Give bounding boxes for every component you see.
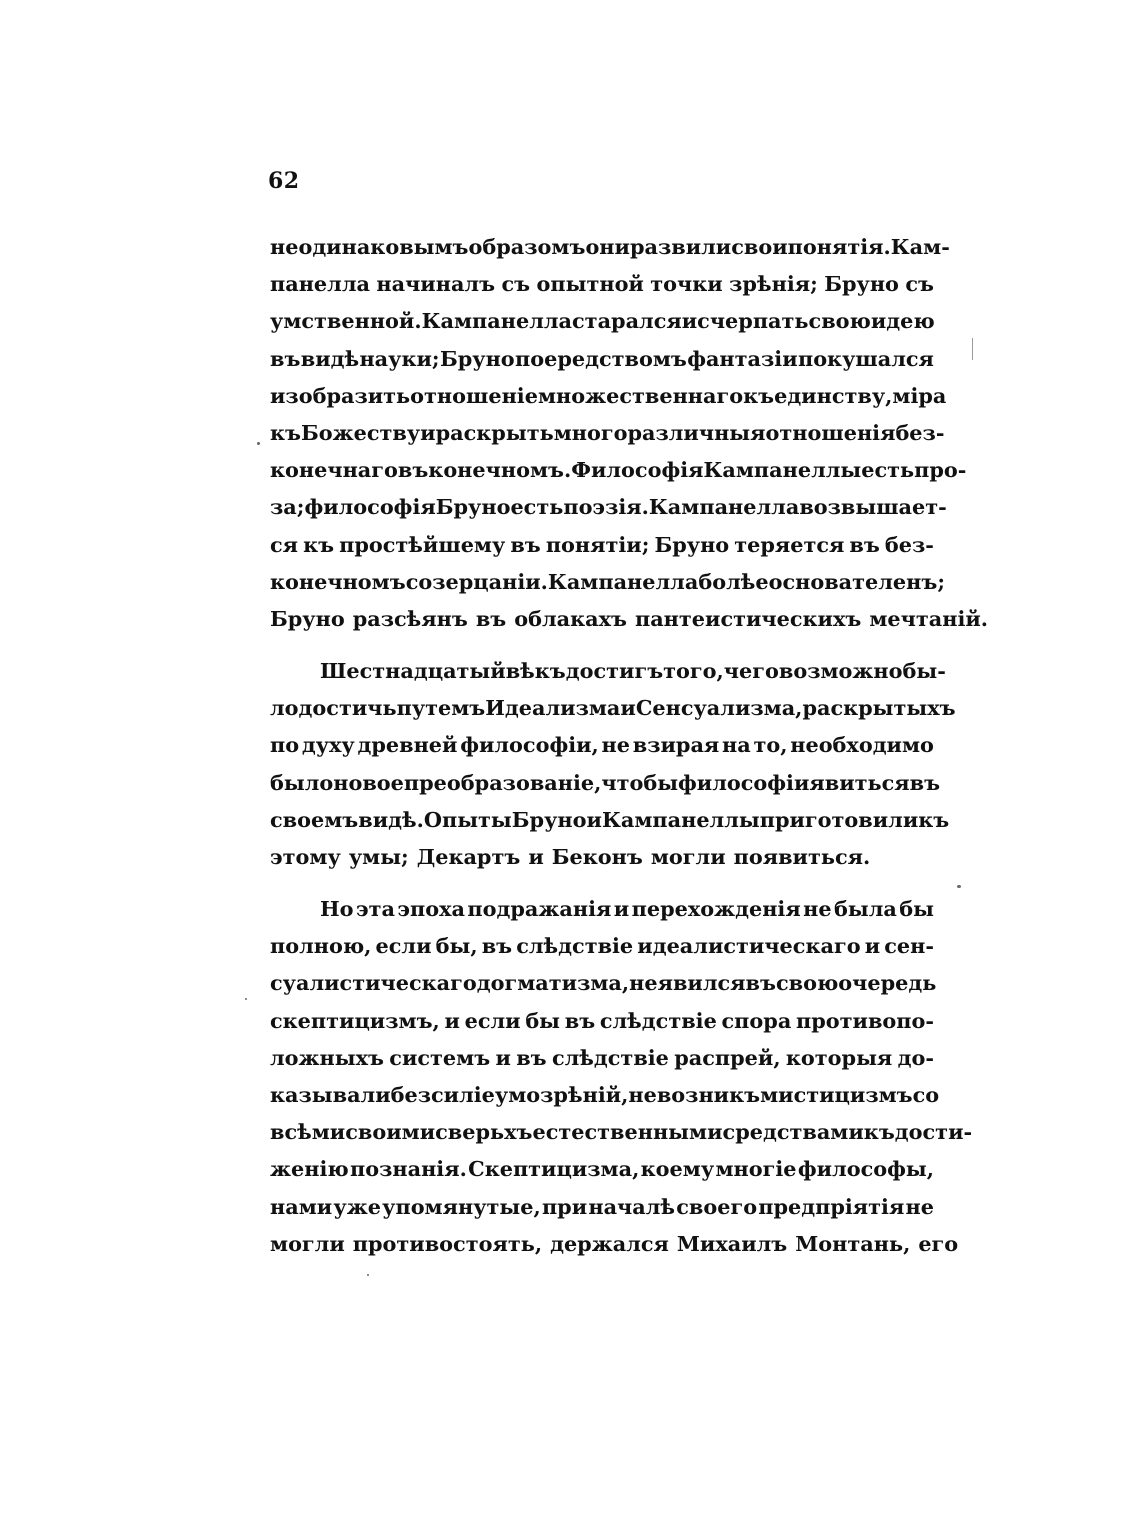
text-line: ся къ простѣйшему въ понятіи; Бруно теряется въ без- (270, 531, 934, 557)
text-line: конечномъ созерцаніи. Кампанелла болѣе основателенъ; (270, 568, 946, 594)
text-line: нами уже упомянутые, при началѣ своего предпріятія не (270, 1193, 934, 1219)
text-line: изобразить отношеніе множественнаго къ единству, міра (270, 382, 947, 408)
text-line: было новое преобразованіе, чтобы философіи явиться въ (270, 769, 941, 795)
text-line: конечнаго въ конечномъ. Философія Кампанеллы есть про- (270, 457, 967, 483)
paragraph-1 (270, 228, 989, 637)
text-line: полною, если бы, въ слѣдствіе идеалистическаго и сен- (270, 933, 934, 959)
text-line: своемъ видѣ. Опыты Бруно и Кампанеллы приготовили къ (270, 806, 950, 832)
text-line: умственной. Кампанелла старался исчерпать свою идею (270, 308, 935, 334)
text-line: Шестнадцатый вѣкъ достигъ того, чего возможно бы- (320, 658, 946, 683)
text-line: могли противостоять, держался Михаилъ Монтань, его (270, 1230, 959, 1256)
text-line: въ видѣ науки; Бруно поередствомъ фантазіи покушался (270, 345, 934, 371)
scan-speck (367, 1274, 369, 1276)
text-line: скептицизмъ, и если бы въ слѣдствіе спора противопо- (270, 1007, 934, 1033)
page-number: 62 (268, 168, 300, 194)
text-line: Но эта эпоха подражанія и перехожденія не была бы (320, 896, 934, 921)
text-line: казывали безсиліе умозрѣній, не возникъ мистицизмъ со (270, 1081, 940, 1107)
text-line: суалистическаго догматизма, не явился въ свою очередь (270, 970, 937, 996)
text-line: всѣми своими сверьхъестественными средствами къ дости- (270, 1119, 973, 1145)
scan-speck (245, 998, 247, 1000)
paragraph-2 (270, 652, 956, 875)
text-line: ло достичь путемъ Идеализма и Сенсуализма, раскрытыхъ (270, 695, 956, 721)
text-line: по духу древней философіи, не взирая на то, необходимо (270, 732, 934, 758)
text-line: этому умы; Декартъ и Беконъ могли появиться. (270, 843, 871, 869)
text-line: неодинаковымъ образомъ они развили свои понятія. Кам- (270, 234, 950, 259)
text-line: ложныхъ системъ и въ слѣдствіе распрей, которыя до- (270, 1044, 934, 1070)
text-line: женію познанія. Скептицизма, коему многіе философы, (270, 1156, 934, 1182)
text-line: за; философія Бруно есть поэзія. Кампанелла возвышает- (270, 494, 947, 520)
text-line: Бруно разсѣянъ въ облакахъ пантеистическихъ мечтаній. (270, 605, 989, 631)
text-line: панелла начиналъ съ опытной точки зрѣнія; Бруно съ (270, 271, 934, 297)
scan-speck (257, 442, 260, 445)
text-line: къ Божеству и раскрыть многоразличныя отношенія без- (270, 419, 945, 445)
paragraph-3 (270, 890, 973, 1262)
margin-mark (972, 338, 973, 360)
scan-speck (957, 885, 961, 888)
